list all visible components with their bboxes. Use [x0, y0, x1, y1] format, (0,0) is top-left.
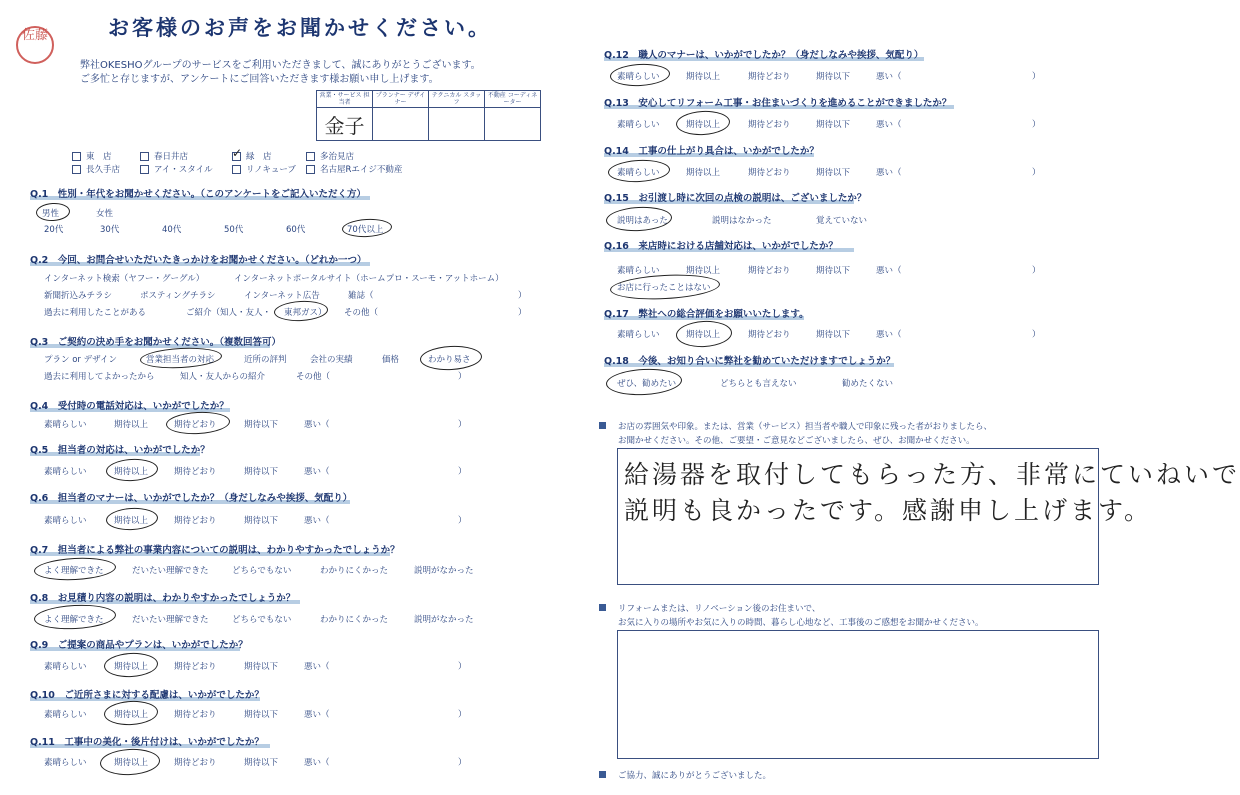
option-as-expected[interactable]: 期待どおり	[748, 120, 791, 130]
option-other[interactable]: その他（	[296, 372, 331, 382]
paren-close: ）	[458, 372, 467, 382]
q3-title: Q.3 ご契約の決め手をお聞かせください。（複数回答可）	[30, 337, 282, 348]
referral-toho-gas: 東邦ガス）	[284, 308, 327, 318]
paren-close: ）	[1032, 168, 1041, 178]
comment1-answer-line2: 説明も良かったです。感謝申し上げます。	[624, 496, 1153, 525]
q7-title: Q.7 担当者による弊社の事業内容についての説明は、わかりやすかったでしょうか？	[30, 545, 400, 556]
option-referral[interactable]: ご紹介（知人・友人・	[186, 308, 272, 318]
option-bad[interactable]: 悪い（	[876, 330, 902, 340]
checkbox-icon[interactable]	[72, 152, 81, 161]
form-title: お客様のお声をお聞かせください。	[108, 16, 492, 40]
answer-circle	[609, 272, 720, 302]
intro-line-1: 弊社OKESHOグループのサービスをご利用いただきまして、誠にありがとうございます。	[80, 60, 481, 71]
option-below-expectation[interactable]: 期待以下	[244, 758, 279, 768]
checkbox-icon[interactable]	[72, 165, 81, 174]
answer-circle	[675, 320, 732, 349]
option-below-expectation[interactable]: 期待以下	[816, 266, 851, 276]
option-excellent[interactable]: 素晴らしい	[44, 662, 87, 672]
option-as-expected[interactable]: 期待どおり	[748, 330, 791, 340]
option-price[interactable]: 価格	[382, 355, 400, 365]
staff-planner-cell[interactable]	[373, 108, 429, 141]
option-above-expectation[interactable]: 期待以上	[114, 758, 149, 768]
option-below-expectation[interactable]: 期待以下	[244, 710, 279, 720]
option-below-expectation[interactable]: 期待以下	[816, 120, 851, 130]
option-not-explained[interactable]: 説明はなかった	[712, 216, 772, 226]
option-above-expectation[interactable]: 期待以上	[686, 168, 721, 178]
checkbox-icon[interactable]	[306, 165, 315, 174]
option-40s[interactable]: 40代	[162, 225, 182, 235]
option-60s[interactable]: 60代	[286, 225, 306, 235]
option-above-expectation[interactable]: 期待以上	[114, 467, 149, 477]
branch-istyle[interactable]	[140, 163, 213, 175]
option-excellent[interactable]: 素晴らしい	[617, 266, 660, 276]
answer-circle	[140, 346, 223, 370]
staff-header: 営業・サービス 担当者	[317, 91, 373, 108]
option-web-search[interactable]: インターネット検索（ヤフー・グーグル）	[44, 274, 205, 284]
branch-label: 長久手店	[86, 165, 121, 175]
answer-circle	[36, 202, 71, 222]
option-bad[interactable]: 悪い（	[304, 420, 330, 430]
paren-close: ）	[458, 662, 467, 672]
option-no-explanation[interactable]: 説明がなかった	[414, 566, 474, 576]
intro-line-2: ご多忙と存じますが、アンケートにご回答いただきます様お願い申し上げます。	[80, 74, 439, 85]
section-bullet-icon	[599, 422, 606, 429]
option-portal-site[interactable]: インターネットポータルサイト（ホームプロ・スーモ・アットホーム）	[234, 274, 504, 284]
answer-circle	[609, 62, 670, 87]
branch-nagakute[interactable]	[72, 163, 120, 175]
paren-close: ）	[1032, 330, 1041, 340]
q17-title: Q.17 弊社への総合評価をお願いいたします。	[604, 309, 809, 320]
option-other[interactable]: その他（	[344, 308, 379, 318]
option-posting-flyer[interactable]: ポスティングチラシ	[140, 291, 216, 301]
option-above-expectation[interactable]: 期待以上	[686, 266, 721, 276]
q8-title: Q.8 お見積り内容の説明は、わかりやすかったでしょうか？	[30, 593, 296, 604]
paren-close: ）	[458, 420, 467, 430]
option-understood-well[interactable]: よく理解できた	[44, 566, 104, 576]
answer-circle	[33, 556, 116, 582]
option-below-expectation[interactable]: 期待以下	[816, 72, 851, 82]
option-above-expectation[interactable]: 期待以上	[114, 662, 149, 672]
option-hard-to-understand[interactable]: わかりにくかった	[320, 566, 389, 576]
staff-header: プランナー デザイナー	[373, 91, 429, 108]
option-friend-referral[interactable]: 知人・友人からの紹介	[180, 372, 266, 382]
paren-close: ）	[1032, 72, 1041, 82]
staff-sales-name: 金子	[324, 113, 365, 138]
option-20s[interactable]: 20代	[44, 225, 64, 235]
option-as-expected[interactable]: 期待どおり	[174, 710, 217, 720]
staff-realestate-cell[interactable]	[485, 108, 541, 141]
option-mostly-understood[interactable]: だいたい理解できた	[132, 566, 209, 576]
answer-circle	[605, 205, 672, 232]
staff-header: テクニカル スタッフ	[429, 91, 485, 108]
comment2-prompt-line2: お気に入りの場所やお気に入りの時間、暮らし心地など、工事後のご感想をお聞かせください。	[618, 618, 984, 628]
q5-title: Q.5 担当者の対応は、いかがでしたか？	[30, 445, 210, 456]
comment1-answer-line1: 給湯器を取付してもらった方、非常にていねいで	[624, 460, 1240, 489]
option-above-expectation[interactable]: 期待以上	[686, 72, 721, 82]
branch-label: 多治見店	[320, 152, 355, 162]
option-above-expectation[interactable]: 期待以上	[114, 516, 149, 526]
option-above-expectation[interactable]: 期待以上	[114, 710, 149, 720]
option-as-expected[interactable]: 期待どおり	[174, 758, 217, 768]
option-undecided[interactable]: どちらとも言えない	[720, 379, 797, 389]
option-local-reputation[interactable]: 近所の評判	[244, 355, 287, 365]
answer-circle	[605, 367, 682, 397]
option-magazine[interactable]: 雑誌（	[348, 291, 374, 301]
branch-label: 東 店	[86, 152, 112, 162]
q10-title: Q.10 ご近所さまに対する配慮は、いかがでしたか？	[30, 690, 264, 701]
checkbox-icon[interactable]	[306, 152, 315, 161]
option-50s[interactable]: 50代	[224, 225, 244, 235]
option-below-expectation[interactable]: 期待以下	[816, 168, 851, 178]
answer-circle	[607, 158, 670, 183]
option-below-expectation[interactable]: 期待以下	[244, 420, 279, 430]
option-sales-staff[interactable]: 営業担当者の対応	[146, 355, 215, 365]
option-bad[interactable]: 悪い（	[876, 168, 902, 178]
staff-sales-cell[interactable]	[317, 108, 373, 141]
option-excellent[interactable]: 素晴らしい	[617, 120, 660, 130]
branch-label: アイ・スタイル	[154, 165, 213, 175]
comment1-prompt-line1: お店の雰囲気や印象。または、営業（サービス）担当者や職人で印象に残った者がおりましたら、	[618, 422, 993, 432]
option-below-expectation[interactable]: 期待以下	[244, 467, 279, 477]
comment2-textarea[interactable]	[617, 630, 1099, 759]
option-no-explanation[interactable]: 説明がなかった	[414, 615, 474, 625]
option-female[interactable]: 女性	[96, 209, 114, 219]
answer-circle	[419, 344, 482, 371]
option-definitely-recommend[interactable]: ぜひ、勧めたい	[617, 379, 677, 389]
option-dont-remember[interactable]: 覚えていない	[816, 216, 868, 226]
answer-circle	[33, 603, 116, 631]
option-as-expected[interactable]: 期待どおり	[174, 516, 217, 526]
q2-title: Q.2 今回、お問合せいただいたきっかけをお聞かせください。（どれか一つ）	[30, 255, 367, 266]
option-explained[interactable]: 説明はあった	[617, 216, 668, 226]
q4-title: Q.4 受付時の電話対応は、いかがでしたか？	[30, 401, 229, 412]
name-stamp: 佐藤	[16, 26, 54, 64]
q6-title: Q.6 担当者のマナーは、いかがでしたか？（身だしなみや挨拶、気配り）	[30, 493, 353, 504]
answer-circle	[105, 458, 158, 483]
option-mostly-understood[interactable]: だいたい理解できた	[132, 615, 209, 625]
q13-title: Q.13 安心してリフォーム工事・お住まいづくりを進めることができましたか？	[604, 98, 952, 109]
option-bad[interactable]: 悪い（	[304, 467, 330, 477]
branch-label: 緑 店	[246, 152, 272, 162]
option-30s[interactable]: 30代	[100, 225, 120, 235]
comment1-prompt-line2: お聞かせください。その他、ご要望・ご意見などございましたら、ぜひ、お聞かせください。	[618, 436, 975, 446]
option-above-expectation[interactable]: 期待以上	[686, 120, 721, 130]
option-newspaper-flyer[interactable]: 新聞折込みチラシ	[44, 291, 113, 301]
checkbox-icon[interactable]	[232, 165, 241, 174]
branch-label: 名古屋Rエイジ不動産	[320, 165, 403, 175]
paren-close: ）	[518, 308, 527, 318]
paren-close: ）	[1032, 120, 1041, 130]
branch-tajimi[interactable]	[306, 150, 354, 162]
staff-table	[316, 90, 541, 141]
comment2-prompt-line1: リフォームまたは、リノベーション後のお住まいで、	[618, 604, 821, 614]
q14-title: Q.14 工事の仕上がり具合は、いかがでしたか？	[604, 146, 819, 157]
option-web-ad[interactable]: インターネット広告	[244, 291, 320, 301]
option-bad[interactable]: 悪い（	[876, 72, 902, 82]
checkbox-icon[interactable]	[140, 152, 149, 161]
option-clarity[interactable]: わかり易さ	[428, 355, 471, 365]
thank-you-footer: ご協力、誠にありがとうございました。	[618, 771, 772, 781]
option-as-expected[interactable]: 期待どおり	[174, 467, 217, 477]
option-bad[interactable]: 悪い（	[304, 710, 330, 720]
q15-title: Q.15 お引渡し時に次回の点検の説明は、ございましたか？	[604, 193, 867, 204]
option-as-expected[interactable]: 期待どおり	[748, 266, 791, 276]
option-never-visited[interactable]: お店に行ったことはない	[617, 283, 711, 293]
option-above-expectation[interactable]: 期待以上	[114, 420, 149, 430]
staff-technical-cell[interactable]	[429, 108, 485, 141]
option-excellent[interactable]: 素晴らしい	[44, 758, 87, 768]
option-good-past-experience[interactable]: 過去に利用してよかったから	[44, 372, 155, 382]
option-bad[interactable]: 悪い（	[876, 120, 902, 130]
answer-circle	[675, 110, 730, 137]
option-excellent[interactable]: 素晴らしい	[44, 420, 87, 430]
option-hard-to-understand[interactable]: わかりにくかった	[320, 615, 389, 625]
option-excellent[interactable]: 素晴らしい	[44, 516, 87, 526]
paren-close: ）	[458, 516, 467, 526]
comment1-textarea[interactable]	[617, 448, 1240, 585]
option-neutral[interactable]: どちらでもない	[232, 615, 292, 625]
q12-title: Q.12 職人のマナーは、いかがでしたか？（身だしなみや挨拶、気配り）	[604, 50, 924, 61]
paren-close: ）	[1032, 266, 1041, 276]
option-would-not-recommend[interactable]: 勧めたくない	[842, 379, 894, 389]
q18-title: Q.18 今後、お知り合いに弊社を勧めていただけますでしょうか？	[604, 356, 896, 367]
option-as-expected[interactable]: 期待どおり	[748, 168, 791, 178]
branch-label: 春日井店	[154, 152, 189, 162]
branch-higashi[interactable]	[72, 150, 112, 162]
paren-close: ）	[458, 467, 467, 477]
section-bullet-icon	[599, 604, 606, 611]
branch-kasugai[interactable]	[140, 150, 188, 162]
option-above-expectation[interactable]: 期待以上	[686, 330, 721, 340]
paren-close: ）	[458, 710, 467, 720]
option-as-expected[interactable]: 期待どおり	[748, 72, 791, 82]
option-70s-plus[interactable]: 70代以上	[347, 225, 384, 235]
option-bad[interactable]: 悪い（	[304, 662, 330, 672]
q11-title: Q.11 工事中の美化・後片付けは、いかがでしたか？	[30, 737, 264, 748]
option-excellent[interactable]: 素晴らしい	[44, 710, 87, 720]
option-male[interactable]: 男性	[42, 209, 60, 219]
branch-nagoya-r-age[interactable]	[306, 163, 402, 175]
option-bad[interactable]: 悪い（	[876, 266, 902, 276]
paren-close: ）	[518, 291, 527, 301]
staff-header: 不動産 コーディネーター	[485, 91, 541, 108]
option-below-expectation[interactable]: 期待以下	[244, 662, 279, 672]
option-below-expectation[interactable]: 期待以下	[244, 516, 279, 526]
branch-midori[interactable]	[232, 150, 272, 162]
answer-circle	[105, 507, 158, 532]
option-as-expected[interactable]: 期待どおり	[174, 420, 217, 430]
option-plan-design[interactable]: プラン or デザイン	[44, 355, 118, 365]
answer-circle	[342, 218, 393, 239]
checkbox-icon[interactable]	[140, 165, 149, 174]
branch-renocube[interactable]	[232, 163, 296, 175]
branch-label: リノキューブ	[246, 165, 296, 175]
q1-title: Q.1 性別・年代をお聞かせください。（このアンケートをご記入いただく方）	[30, 189, 366, 200]
q9-title: Q.9 ご提案の商品やプランは、いかがでしたか？	[30, 640, 248, 651]
option-bad[interactable]: 悪い（	[304, 516, 330, 526]
option-below-expectation[interactable]: 期待以下	[816, 330, 851, 340]
paren-close: ）	[458, 758, 467, 768]
option-understood-well[interactable]: よく理解できた	[44, 615, 104, 625]
option-excellent[interactable]: 素晴らしい	[44, 467, 87, 477]
answer-circle	[103, 652, 158, 679]
checked-checkbox-icon[interactable]	[232, 152, 241, 161]
option-company-record[interactable]: 会社の実績	[310, 355, 353, 365]
answer-circle	[103, 700, 158, 727]
option-as-expected[interactable]: 期待どおり	[174, 662, 217, 672]
option-excellent[interactable]: 素晴らしい	[617, 72, 660, 82]
q16-title: Q.16 来店時における店舗対応は、いかがでしたか？	[604, 241, 838, 252]
answer-circle	[274, 300, 329, 323]
option-bad[interactable]: 悪い（	[304, 758, 330, 768]
option-excellent[interactable]: 素晴らしい	[617, 168, 660, 178]
option-used-before[interactable]: 過去に利用したことがある	[44, 308, 147, 318]
answer-circle	[165, 410, 230, 435]
answer-circle	[99, 747, 160, 776]
section-bullet-icon	[599, 771, 606, 778]
option-excellent[interactable]: 素晴らしい	[617, 330, 660, 340]
option-neutral[interactable]: どちらでもない	[232, 566, 292, 576]
